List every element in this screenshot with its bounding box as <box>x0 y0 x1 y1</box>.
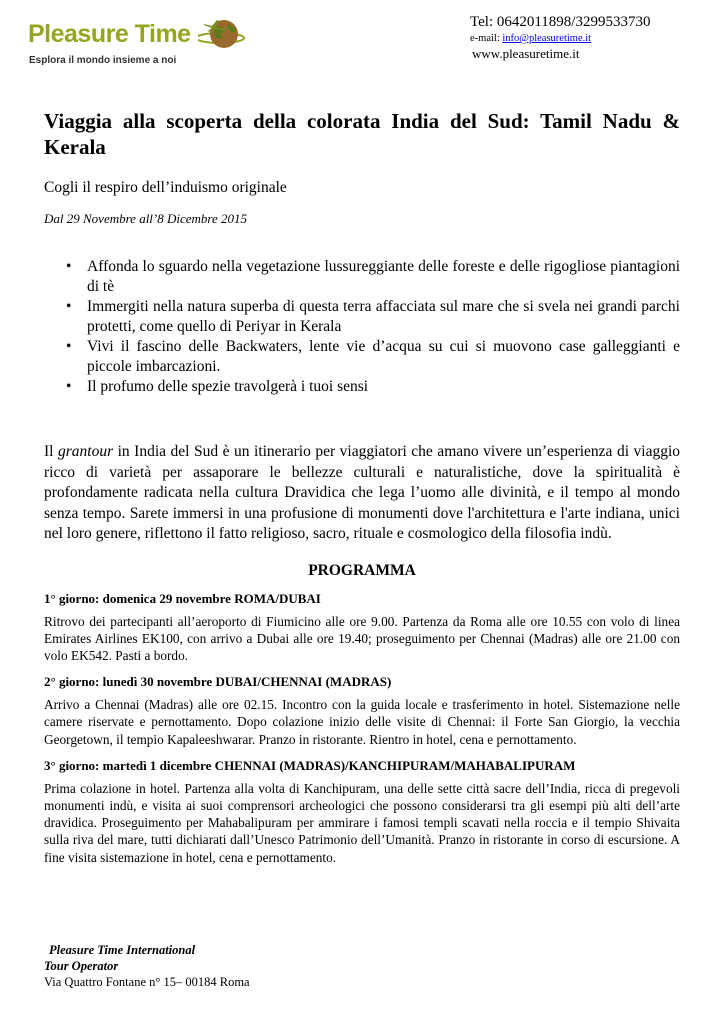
footer-role: Tour Operator <box>44 959 119 973</box>
intro-paragraph: Il grantour in India del Sud è un itinerario per viaggiatori che amano vivere un’esperienza di viaggio ricco di varietà per assaporare le bellezze culturali e naturalistiche, dove la spiritualità è profondamente radicata nella cultura Dravidica che lega l’uomo alle divinità, e il tempo al mondo senza tempo. Sarete immersi in una profusione di monumenti dove l'architettura e l'arte indiana, unici nel loro genere, riflettono il fatto religioso, sacro, rituale e cosmologico della filosofia indù. <box>44 443 681 542</box>
bullet-icon: • <box>66 258 72 275</box>
document-body <box>44 108 680 866</box>
logo-tagline: Esplora il mondo insieme a noi <box>29 55 177 66</box>
list-item: • Il profumo delle spezie travolgerà i tuoi sensi <box>66 378 369 395</box>
day-2-title: 2° giorno: lunedì 30 novembre DUBAI/CHENNAI (MADRAS) <box>44 674 392 690</box>
list-item: • Immergiti nella natura superba di questa terra affacciata sul mare che si svela nei grandi parchi protetti, come quello di Periyar in Kerala <box>66 298 680 335</box>
day-2-text: Arrivo a Chennai (Madras) alle ore 02.15. Incontro con la guida locale e trasferimento in hotel. Sistemazione nelle camere riservate e pernottamento. Dopo colazione inizio delle visite di Chennai: il Forte San Giorgio, la vecchia Georgetown, il tempio Kapaleeshwarar. Pranzo in ristorante. Rientro in hotel, cena e pernottamento. <box>44 697 680 747</box>
footer-company: Pleasure Time International <box>49 943 196 957</box>
company-logo <box>28 14 243 70</box>
travel-dates: Dal 29 Novembre all’8 Dicembre 2015 <box>44 211 248 226</box>
bullet-icon: • <box>66 298 72 315</box>
day-1-title: 1° giorno: domenica 29 novembre ROMA/DUBAI <box>44 590 321 606</box>
footer-address <box>44 942 344 990</box>
letterhead <box>0 0 725 90</box>
programma-heading: PROGRAMMA <box>308 561 416 579</box>
list-item: • Vivi il fascino delle Backwaters, lente vie d’acqua su cui si muovono case galleggianti e piccole imbarcazioni. <box>66 338 680 375</box>
subtitle: Cogli il respiro dell’induismo originale <box>44 179 287 196</box>
day-1-text: Ritrovo dei partecipanti all’aeroporto di Fiumicino alle ore 9.00. Partenza da Roma alle ore 10.55 con volo di linea Emirates Airlines EK100, con arrivo a Dubai alle ore 19.40; proseguimento per Chennai (Madras) alle ore 21.00 con volo EK542. Pasti a bordo. <box>44 613 680 663</box>
intro-emphasis: grantour <box>57 443 114 460</box>
globe-airplane-icon <box>198 14 248 54</box>
day-3-title: 3° giorno: martedì 1 dicembre CHENNAI (MADRAS)/KANCHIPURAM/MAHABALIPURAM <box>44 757 576 773</box>
page-title: Viaggia alla scoperta della colorata India del Sud: Tamil Nadu & Kerala <box>44 109 680 159</box>
list-item: • Affonda lo sguardo nella vegetazione lussureggiante delle foreste e delle rigogliose piantagioni di tè <box>66 258 680 295</box>
logo-wordmark: Pleasure Time <box>28 20 191 48</box>
bullet-icon: • <box>66 378 72 395</box>
email-link[interactable]: info@pleasuretime.it <box>502 33 592 44</box>
day-3-text: Prima colazione in hotel. Partenza alla volta di Kanchipuram, una delle sette città sacre dell’India, ricca di pregevoli monumenti indù, e visita ai suoi comprensori archeologici che possono considerarsi tra gli esempi più alti dell’arte dravidica. Proseguimento per Mahabalipuram per ammirare i famosi templi scavati nella roccia e il tempio Shivaita sulla riva del mare, tutti dichiarati dall’Unesco Patrimonio dell’Umanità. Pranzo in ristorante in corso di escursione. A fine visita sistemazione in hotel, cena e pernottamento. <box>44 780 680 865</box>
contact-block <box>470 13 720 62</box>
email-line <box>470 32 720 46</box>
email-label: e-mail: <box>470 33 503 44</box>
website-url: www.pleasuretime.it <box>472 46 580 61</box>
footer-street: Via Quattro Fontane n° 15– 00184 Roma <box>44 975 250 989</box>
phone-numbers: Tel: 0642011898/3299533730 <box>470 14 651 30</box>
highlights-list <box>44 257 680 397</box>
bullet-icon: • <box>66 338 72 355</box>
